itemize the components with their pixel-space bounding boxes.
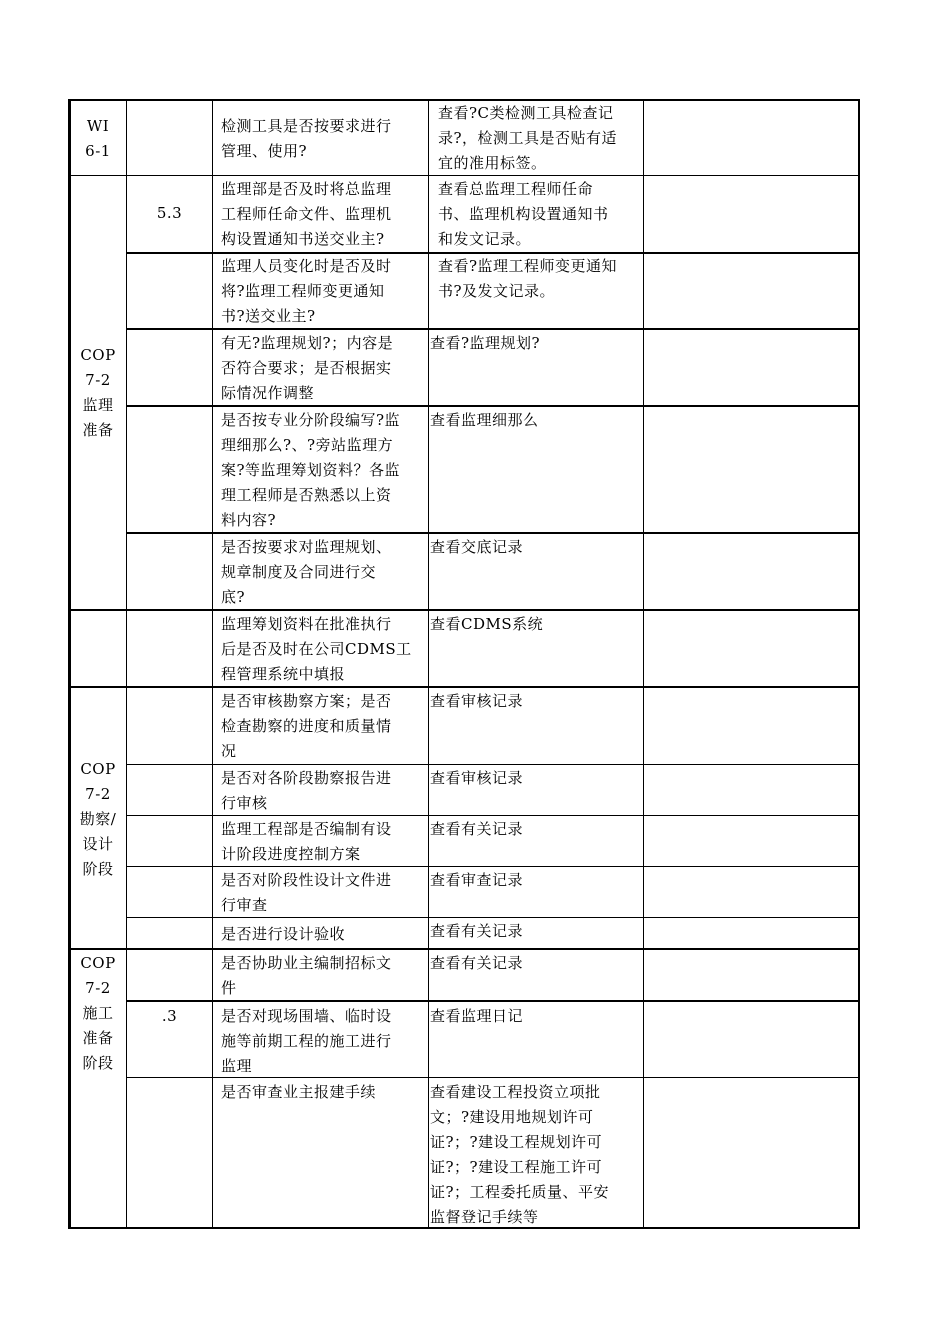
column-divider — [428, 99, 429, 1229]
check-method: 查看有关记录 — [430, 922, 524, 940]
row-divider — [68, 948, 860, 950]
check-item: 是否审查业主报建手续 — [221, 1083, 377, 1101]
check-method: 查看监理细那么 — [430, 411, 539, 429]
column-divider — [643, 99, 644, 1229]
check-item: 监理部是否及时将总监理 工程师任命文件、监理机 构设置通知书送交业主? — [221, 180, 392, 248]
check-item: 监理人员变化时是否及时 将?监理工程师变更通知 书?送交业主? — [221, 257, 392, 325]
check-method: 查看?监理规划? — [430, 334, 541, 352]
column-divider — [212, 99, 213, 1229]
check-method: 查看?C类检测工具检查记 录?，检测工具是否贴有适 宜的准用标签。 — [438, 104, 618, 172]
check-item: 监理筹划资料在批准执行 后是否及时在公司CDMS工 程管理系统中填报 — [221, 615, 412, 683]
check-method: 查看CDMS系统 — [430, 615, 544, 633]
check-item: 监理工程部是否编制有设 计阶段进度控制方案 — [221, 820, 392, 863]
clause-code: COP 7-2 监理 准备 — [80, 346, 116, 439]
check-item: 是否进行设计验收 — [221, 925, 346, 943]
check-method: 查看有关记录 — [430, 820, 524, 838]
clause-code: WI 6-1 — [85, 117, 111, 160]
check-item: 检测工具是否按要求进行 管理、使用? — [221, 117, 392, 160]
column-divider — [126, 99, 127, 1229]
check-item: 是否按要求对监理规划、 规章制度及合同进行交 底? — [221, 538, 392, 606]
check-item: 有无?监理规划?；内容是 否符合要求；是否根据实 际情况作调整 — [221, 334, 394, 402]
clause-number: 5.3 — [156, 204, 183, 222]
check-method: 查看交底记录 — [430, 538, 524, 556]
clause-code: COP 7-2 勘察/ 设计 阶段 — [79, 760, 117, 878]
row-divider — [126, 764, 860, 765]
check-item: 是否对现场围墙、临时设 施等前期工程的施工进行 监理 — [221, 1007, 392, 1075]
check-method: 查看总监理工程师任命 书、监理机构设置通知书 和发文记录。 — [438, 180, 609, 248]
check-method: 查看监理日记 — [430, 1007, 524, 1025]
check-method: 查看审核记录 — [430, 769, 524, 787]
check-method: 查看审查记录 — [430, 871, 524, 889]
row-divider — [68, 609, 860, 611]
table-border-right — [858, 99, 860, 1229]
row-divider — [68, 686, 860, 688]
clause-code: COP 7-2 施工 准备 阶段 — [80, 954, 116, 1072]
check-item: 是否按专业分阶段编写?监 理细那么?、?旁站监理方 案?等监理筹划资料？各监 理工程师是否熟悉以上资 料内容? — [221, 411, 401, 529]
check-method: 查看有关记录 — [430, 954, 524, 972]
check-item: 是否审核勘察方案；是否 检查勘察的进度和质量情 况 — [221, 692, 392, 760]
check-item: 是否对各阶段勘察报告进 行审核 — [221, 769, 392, 812]
check-method: 查看?监理工程师变更通知 书?及发文记录。 — [438, 257, 618, 300]
clause-number: .3 — [161, 1007, 178, 1025]
check-method: 查看建设工程投资立项批 文；?建设用地规划许可 证?；?建设工程规划许可 证?；?建设工程施工许可 证?；工程委托质量、平安 监督登记手续等 — [430, 1083, 610, 1226]
check-item: 是否协助业主编制招标文 件 — [221, 954, 392, 997]
check-item: 是否对阶段性设计文件进 行审查 — [221, 871, 392, 914]
check-method: 查看审核记录 — [430, 692, 524, 710]
